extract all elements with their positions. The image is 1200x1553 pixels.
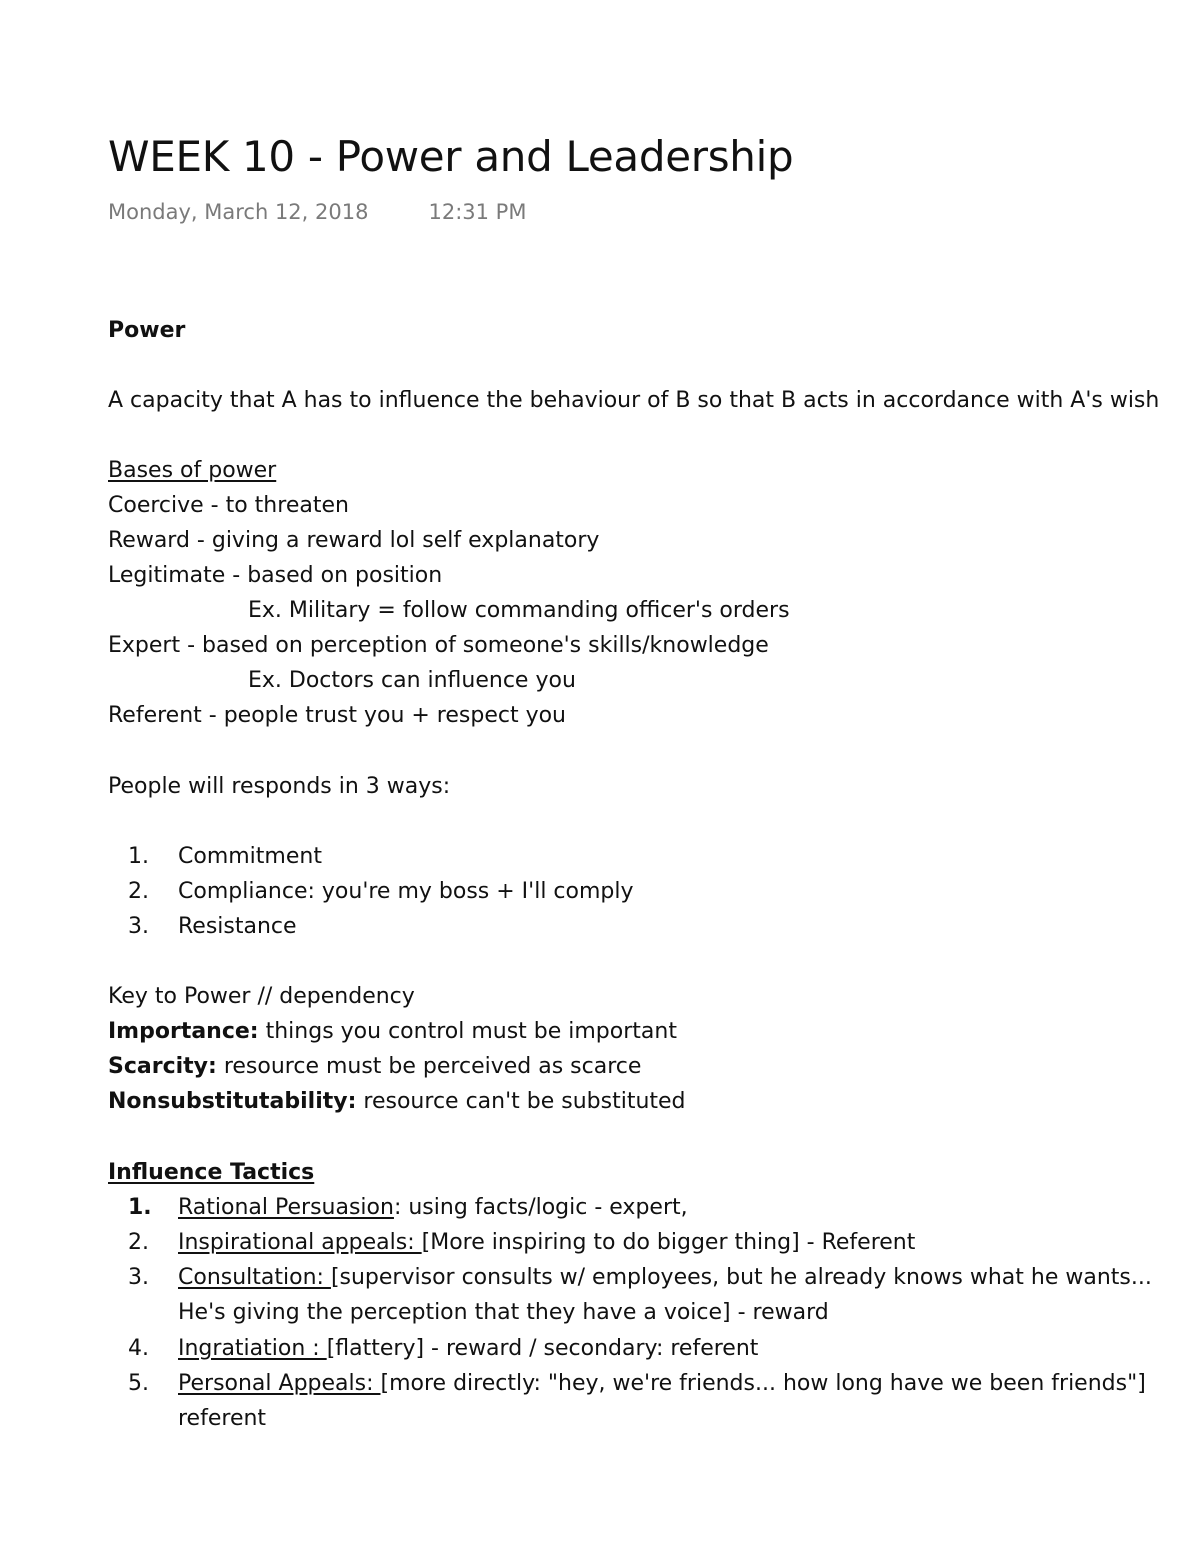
page-timestamp [108,200,526,224]
list-number: 4. [128,1336,149,1361]
response-item: Compliance: you're my boss + I'll comply [178,879,634,904]
base-legitimate: Legitimate - based on position [108,563,443,588]
tactic-desc: [supervisor consults w/ employees, but he already knows what he wants... [330,1265,1152,1290]
section-heading-power: Power [108,318,186,343]
list-number: 2. [128,879,149,904]
key-desc: resource must be perceived as scarce [216,1054,642,1079]
key-term: Scarcity: [108,1054,217,1079]
tactic-rational-persuasion [178,1193,688,1223]
list-number: 2. [128,1230,149,1255]
tactic-name: Ingratiation : [178,1336,327,1361]
tactic-name: Rational Persuasion [178,1195,394,1220]
base-expert: Expert - based on perception of someone's skills/knowledge [108,633,769,658]
tactic-name: Personal Appeals: [178,1371,381,1396]
power-definition: A capacity that A has to influence the behaviour of B so that B acts in accordance with A's wish [108,388,1160,413]
bases-heading: Bases of power [108,458,277,483]
list-number: 1. [128,1195,152,1220]
list-number: 1. [128,844,149,869]
tactic-name: Inspirational appeals: [178,1230,422,1255]
tactic-name: Consultation: [178,1265,331,1290]
note-date: Monday, March 12, 2018 [108,200,369,224]
base-referent: Referent - people trust you + respect you [108,703,567,728]
tactic-desc: [flattery] - reward / secondary: referent [326,1336,759,1361]
response-item: Commitment [178,844,322,869]
tactic-inspirational-appeals [178,1228,915,1258]
base-reward: Reward - giving a reward lol self explanatory [108,528,600,553]
key-item-nonsubstitutability [108,1087,686,1117]
list-number: 3. [128,914,149,939]
key-item-importance [108,1017,677,1047]
key-desc: resource can't be substituted [356,1089,686,1114]
base-coercive: Coercive - to threaten [108,493,349,518]
key-desc: things you control must be important [258,1019,677,1044]
list-number: 3. [128,1265,149,1290]
responses-intro: People will responds in 3 ways: [108,774,451,799]
page-title: WEEK 10 - Power and Leadership [108,132,794,181]
tactic-personal-appeals [178,1369,1146,1399]
base-expert-example: Ex. Doctors can influence you [248,668,576,693]
tactic-desc: [More inspiring to do bigger thing] - Referent [421,1230,916,1255]
section-heading-influence-tactics: Influence Tactics [108,1160,315,1185]
note-time: 12:31 PM [428,200,527,224]
key-item-scarcity [108,1052,641,1082]
tactic-desc: : using facts/logic - expert, [393,1195,688,1220]
tactic-personal-appeals-continued: referent [178,1406,267,1431]
tactic-consultation-continued: He's giving the perception that they have a voice] - reward [178,1300,829,1325]
tactic-ingratiation [178,1334,758,1364]
key-term: Nonsubstitutability: [108,1089,357,1114]
base-legitimate-example: Ex. Military = follow commanding officer's orders [248,598,790,623]
tactic-desc: [more directly: "hey, we're friends... how long have we been friends"] [380,1371,1146,1396]
key-to-power-intro: Key to Power // dependency [108,984,415,1009]
key-term: Importance: [108,1019,259,1044]
note-page [108,0,1200,1553]
tactic-consultation [178,1263,1152,1293]
list-number: 5. [128,1371,149,1396]
response-item: Resistance [178,914,297,939]
